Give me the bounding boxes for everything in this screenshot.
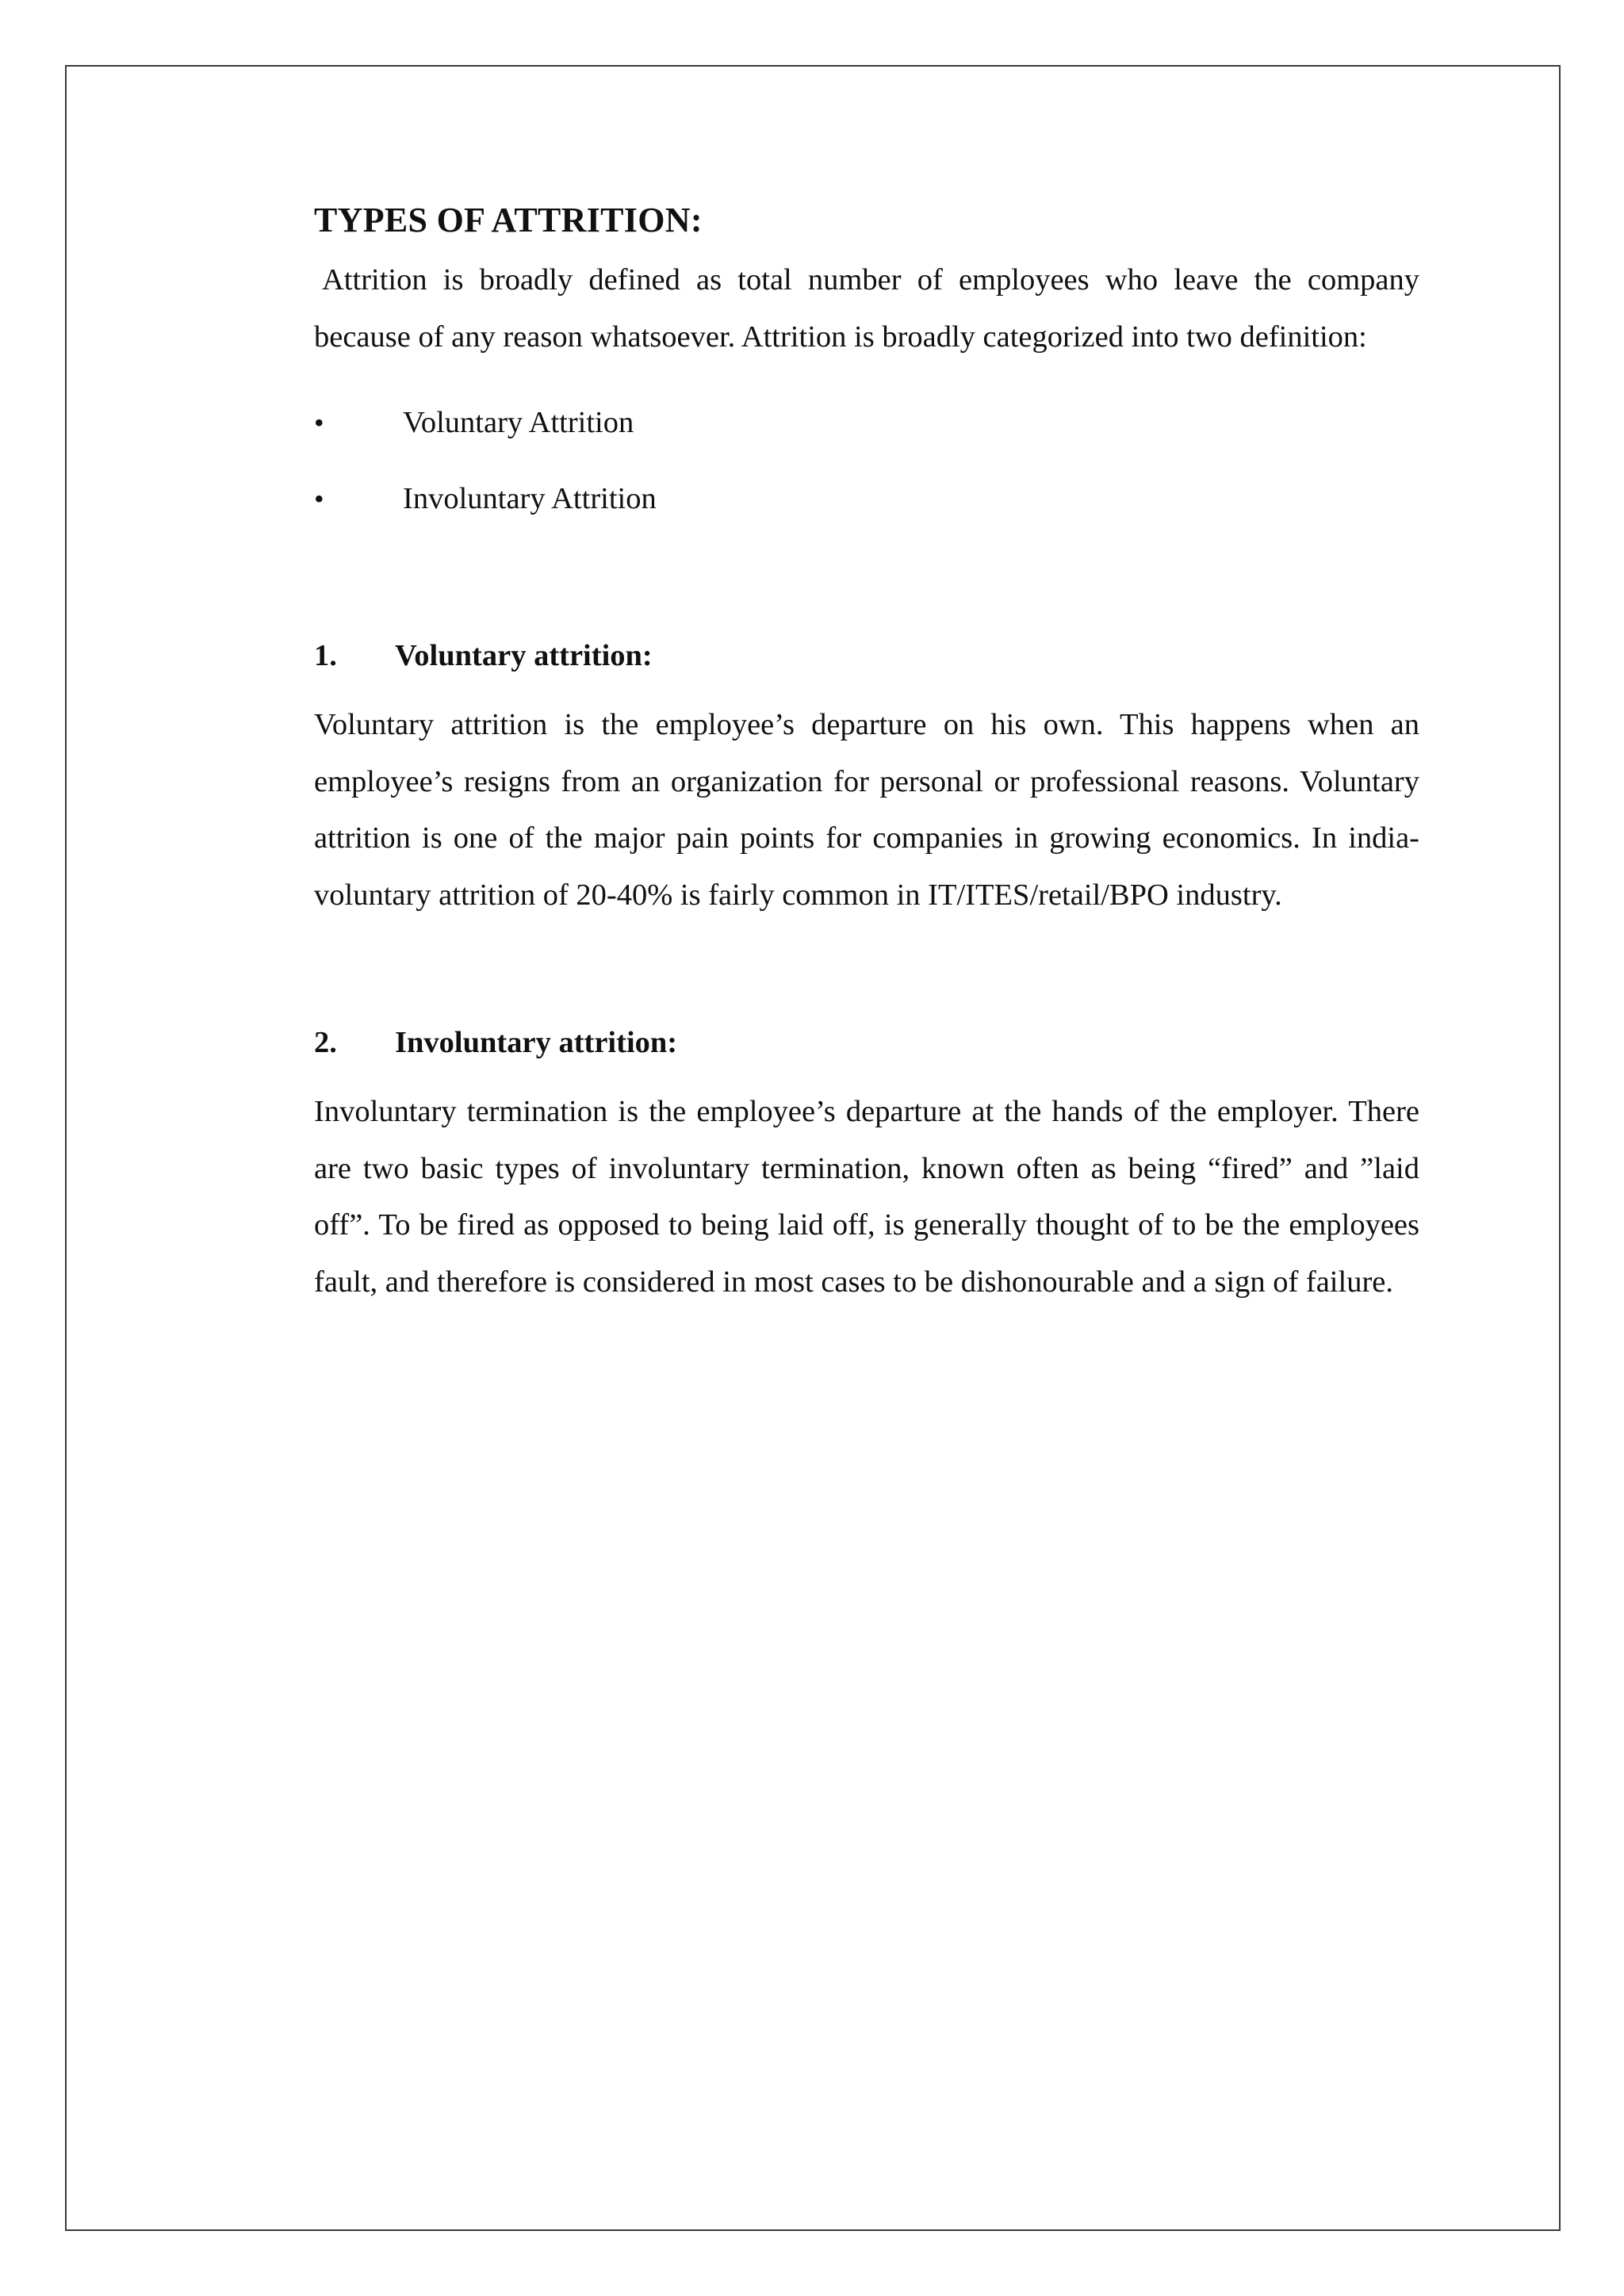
list-item — [314, 461, 1419, 537]
section-number: 1. — [314, 639, 337, 672]
document-content — [314, 197, 1419, 1311]
section-heading-involuntary — [314, 1019, 1419, 1066]
list-item-label: Voluntary Attrition — [403, 406, 634, 439]
page-title: TYPES OF ATTRITION: — [314, 201, 703, 239]
section-title: Involuntary attrition: — [395, 1026, 678, 1059]
bullet-icon: • — [314, 483, 324, 515]
list-item — [314, 385, 1419, 461]
attrition-types-list — [314, 385, 1419, 537]
section-body-involuntary: Involuntary termination is the employee’s departure at the hands of the employer. There are two basic types of involuntary termination, known often as being “fired” and ”laid off”. To be fired as opposed to being laid off, is generally thought of to be the employees fault, and therefore is considered in most cases to be dishonourable and a sign of failure. — [314, 1095, 1419, 1299]
intro-paragraph: Attrition is broadly defined as total number of employees who leave the company because of any reason whatsoever. Attrition is broadly categorized into two definition: — [314, 263, 1419, 354]
list-item-label: Involuntary Attrition — [403, 482, 657, 515]
section-body-voluntary: Voluntary attrition is the employee’s departure on his own. This happens when an employee’s resigns from an organization for personal or professional reasons. Voluntary attrition is one of the major pain points for companies in growing economics. In india-voluntary attrition of 20-40% is fairly common in IT/ITES/retail/BPO industry. — [314, 708, 1419, 912]
section-heading-voluntary — [314, 632, 1419, 679]
bullet-icon: • — [314, 407, 324, 438]
section-title: Voluntary attrition: — [395, 639, 653, 672]
section-number: 2. — [314, 1026, 337, 1059]
